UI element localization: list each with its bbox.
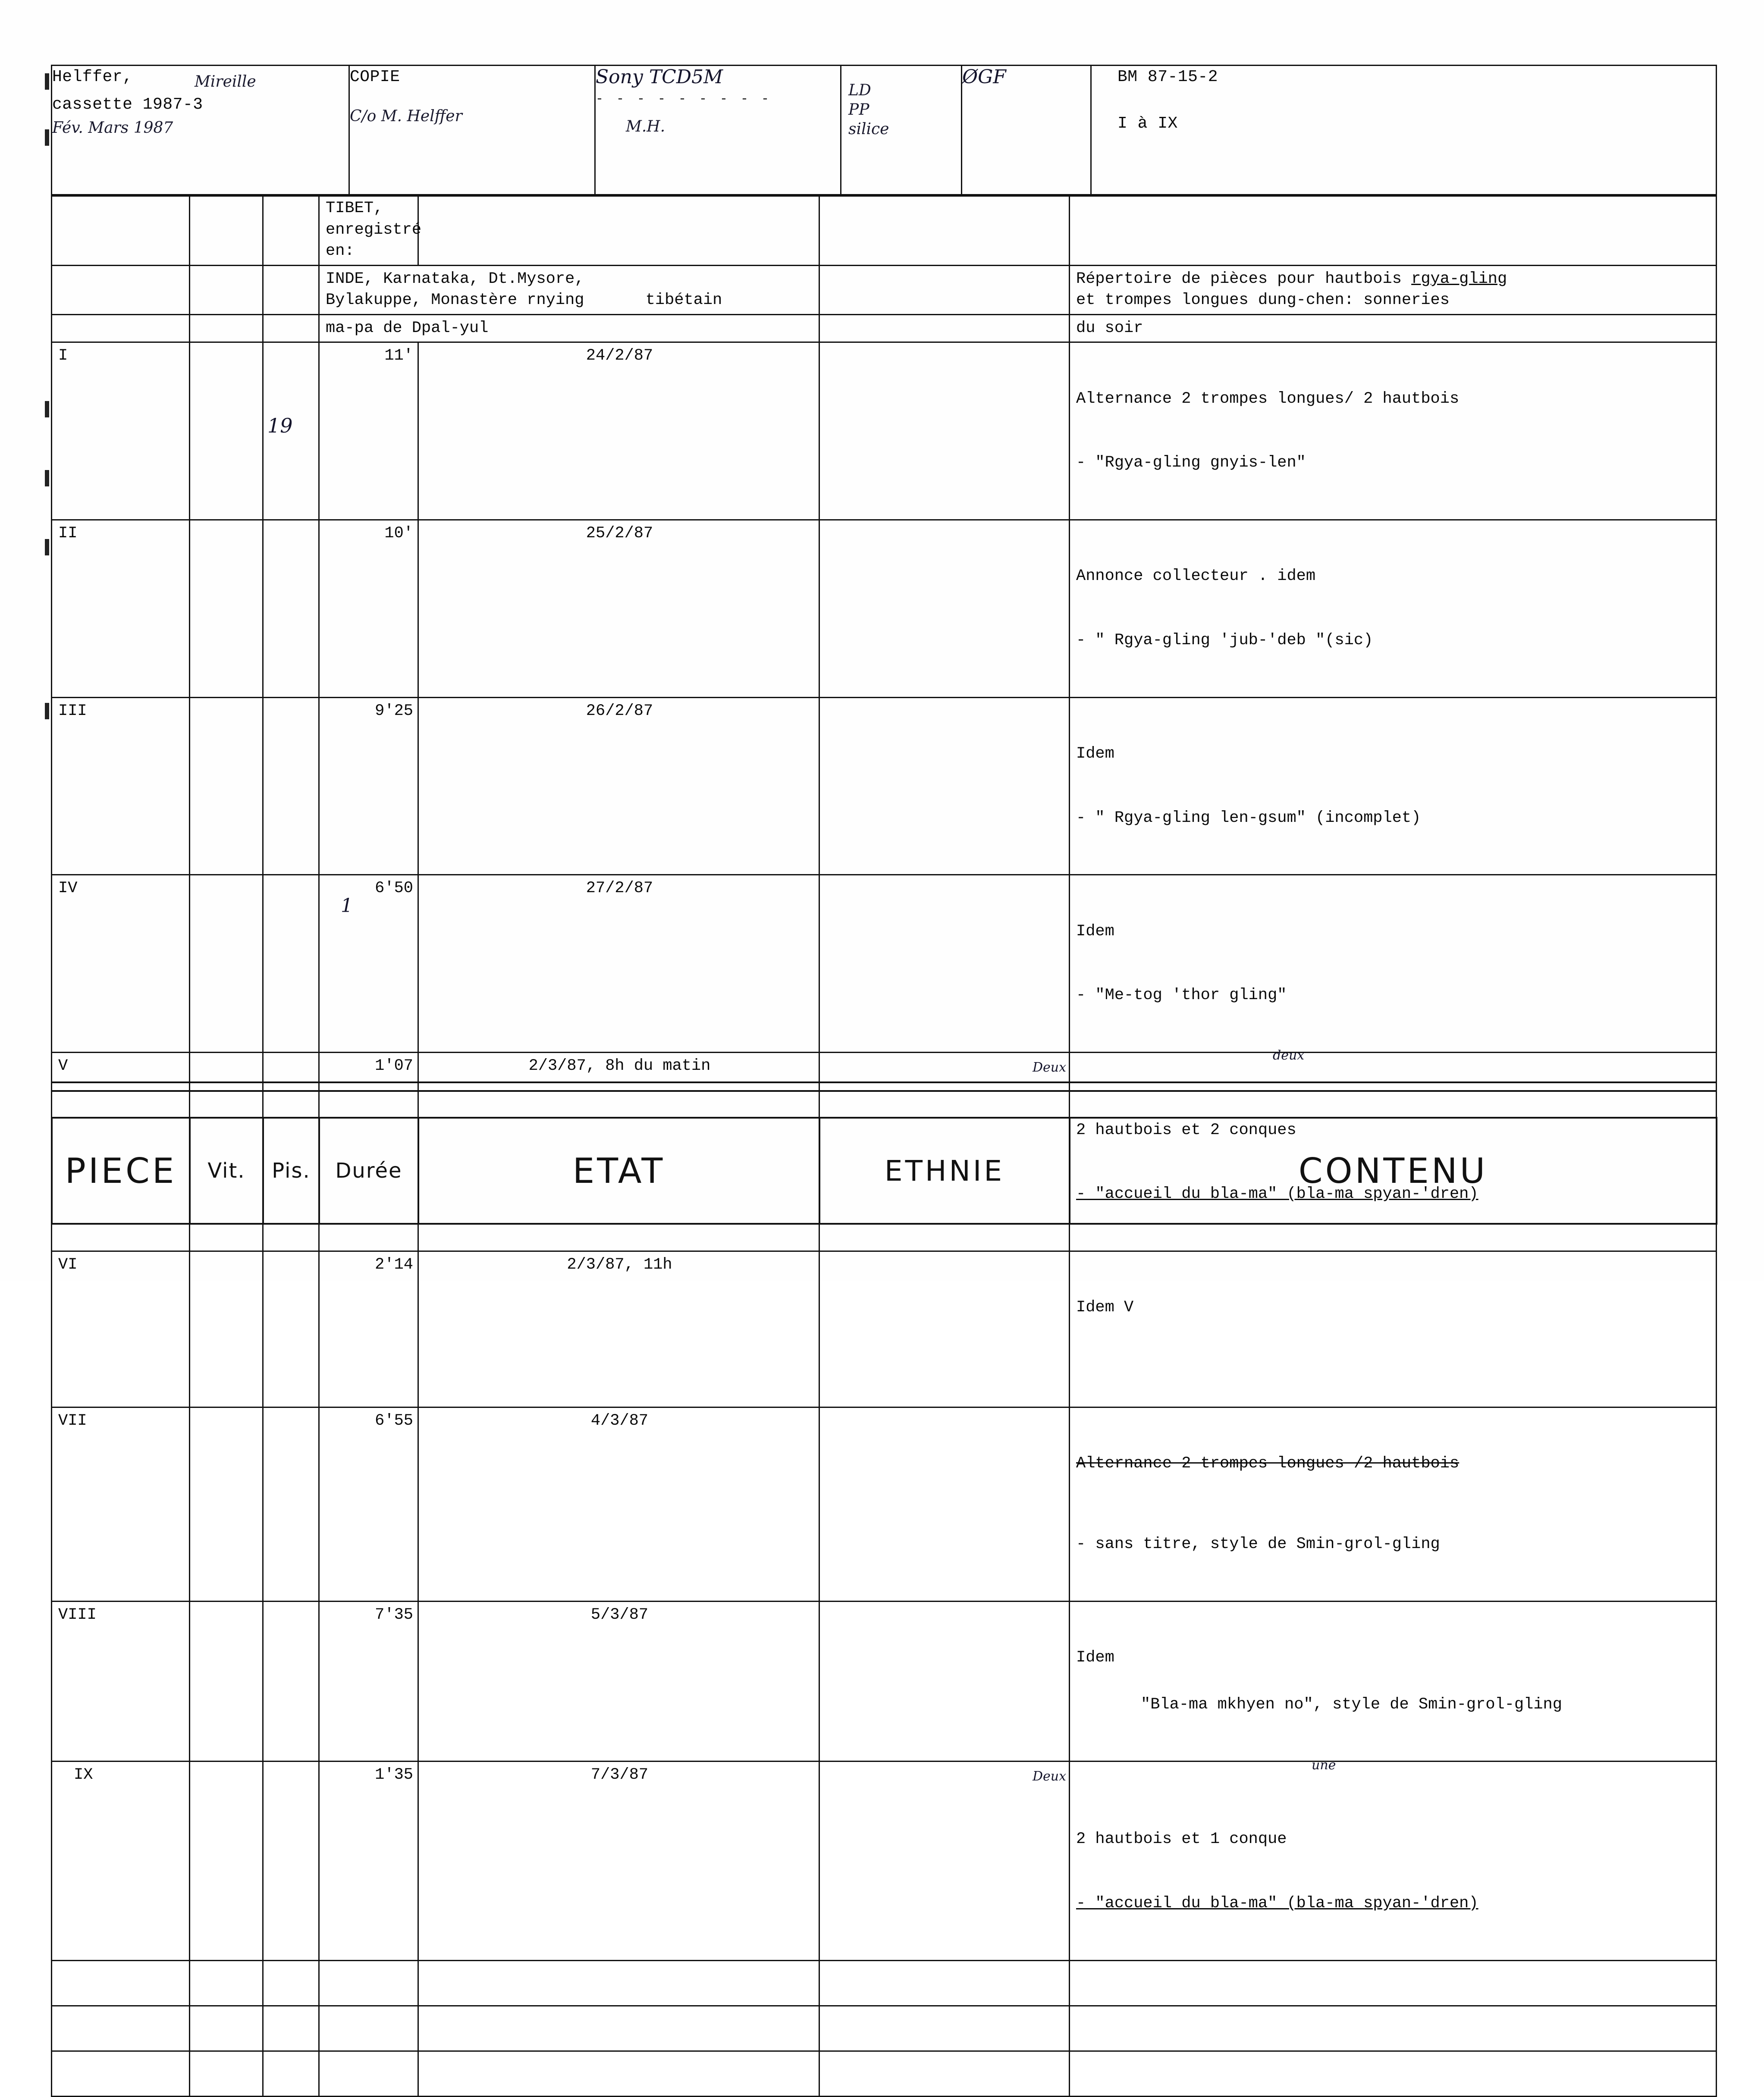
spine-mark: [45, 539, 49, 555]
row-etat: 24/2/87: [418, 342, 819, 520]
desc-ethnie-word: tibétain: [645, 291, 722, 310]
row-etat: 2/3/87, 11h: [418, 1251, 819, 1407]
cell-empty: [190, 314, 263, 342]
row-contenu-line1: Idem: [1076, 744, 1114, 763]
row-vit: [190, 1407, 263, 1602]
spine-mark: [45, 73, 49, 90]
copie-holder-hand: C/o M. Helffer: [350, 107, 462, 125]
row-pis: [263, 1251, 319, 1407]
legend-contenu: CONTENU: [1070, 1118, 1717, 1224]
cell-empty: [819, 314, 1070, 342]
header-reference-cell: [1091, 66, 1717, 196]
desc-cell-3: [319, 314, 819, 342]
row-duree: 1'07: [319, 1052, 418, 1251]
cell-empty: [190, 265, 263, 314]
row-duree: 7'35: [319, 1601, 418, 1762]
content-line-3: du soir: [1076, 319, 1143, 337]
row-piece: IX: [52, 1762, 190, 1960]
header-ogf-cell: [962, 66, 1091, 196]
dashed-rule: - - - - - - - - -: [596, 92, 772, 107]
legend-etat: ETAT: [418, 1118, 819, 1224]
row-piece: VII: [52, 1407, 190, 1602]
desc-cell-2: [319, 265, 819, 314]
row-contenu: [1070, 1251, 1717, 1407]
row-contenu-line1: 2 hautbois et 2 conques: [1076, 1121, 1296, 1139]
row-etat: 5/3/87: [418, 1601, 819, 1762]
row-etat: 4/3/87: [418, 1407, 819, 1602]
collector-name: Helffer,: [52, 68, 133, 86]
table-row: [52, 1407, 1717, 1602]
operator-initials-hand: M.H.: [626, 118, 665, 136]
content-desc-cell-3: [1070, 314, 1717, 342]
row-hand-superscript: deux: [1273, 1047, 1305, 1063]
row-piece: VIII: [52, 1601, 190, 1762]
row-vit: [190, 1251, 263, 1407]
row-ethnie: [819, 1960, 1070, 2006]
row-piece: VI: [52, 1251, 190, 1407]
row-contenu: [1070, 1758, 1717, 1960]
row-contenu-line2: - " Rgya-gling 'jub-'deb "(sic): [1076, 631, 1373, 649]
row-duree: 6'50: [319, 875, 418, 1053]
header-collector-cell: [52, 66, 349, 196]
row-pis: [263, 697, 319, 875]
legend-ethnie: ETHNIE: [819, 1118, 1070, 1224]
row-contenu: [1070, 697, 1717, 875]
desc-line-1: TIBET, enregistré en:: [326, 199, 422, 260]
row-piece: [52, 2051, 190, 2096]
row-ethnie: [819, 697, 1070, 875]
row-duree: 10': [319, 520, 418, 698]
row-piece: I: [52, 342, 190, 520]
table-row: [52, 342, 1717, 520]
row-ethnie: [819, 520, 1070, 698]
row-piece: II: [52, 520, 190, 698]
desc-cell-1: [319, 195, 422, 266]
legend-vitesse: Vit.: [190, 1118, 263, 1224]
desc-line-2: INDE, Karnataka, Dt.Mysore,: [326, 270, 584, 288]
reference-number: BM 87-15-2: [1117, 68, 1218, 86]
cell-empty: [52, 314, 190, 342]
support-line-1: LD: [848, 81, 871, 99]
row-contenu-line1: Annonce collecteur . idem: [1076, 567, 1316, 586]
legend-piece: PIECE: [52, 1118, 190, 1224]
row-vit: [190, 2006, 263, 2051]
collector-firstname-hand: Mireille: [195, 73, 256, 91]
row-contenu-line2: - "Me-tog 'thor gling": [1076, 986, 1287, 1005]
spine-mark: [45, 401, 49, 417]
content-line-1a: Répertoire de pièces pour hautbois: [1076, 270, 1412, 288]
row-hand-superscript: une: [1312, 1758, 1336, 1773]
header-table: [51, 65, 1717, 197]
row-ethnie: [819, 1762, 1070, 1960]
header-machine-cell: [595, 66, 841, 196]
header-support-cell: [841, 66, 962, 196]
row-contenu: [1070, 342, 1717, 520]
cell-empty: [263, 195, 319, 266]
table-row: [52, 697, 1717, 875]
header-copie-cell: [349, 66, 595, 196]
cell-empty: [418, 195, 819, 266]
row-pis: [263, 1407, 319, 1602]
row-etat: 26/2/87: [418, 697, 819, 875]
copie-label: COPIE: [350, 68, 400, 86]
row-vit: [190, 697, 263, 875]
spine-mark: [45, 129, 49, 146]
row-contenu-line1: Alternance 2 trompes longues/ 2 hautbois: [1076, 389, 1460, 408]
cell-empty: [819, 265, 1070, 314]
spine-mark: [45, 703, 49, 719]
row-contenu-line1: Idem: [1076, 1649, 1114, 1667]
row-duree: 9'25: [319, 697, 418, 875]
cell-empty: [263, 314, 319, 342]
row-etat: 27/2/87: [418, 875, 819, 1053]
row-hand-note: Deux: [1032, 1059, 1066, 1075]
recording-dates-hand: Fév. Mars 1987: [52, 119, 173, 137]
row-contenu-line2: "Bla-ma mkhyen no", style de Smin-grol-gling: [1141, 1695, 1562, 1714]
table-row: [52, 1601, 1717, 1762]
row-ethnie: [819, 342, 1070, 520]
row-etat: 25/2/87: [418, 520, 819, 698]
row-contenu-line2: - "Rgya-gling gnyis-len": [1076, 454, 1306, 472]
row-contenu: [1070, 520, 1717, 698]
separator-rule-bottom: [51, 1090, 1716, 1092]
cell-empty: [52, 265, 190, 314]
row-vit: [190, 875, 263, 1053]
row-pis: [263, 1762, 319, 1960]
pieces-range: I à IX: [1117, 114, 1178, 133]
row-vit: [190, 342, 263, 520]
content-line-1-underlined: rgya-gling: [1411, 270, 1507, 288]
table-row: [52, 520, 1717, 698]
row-duree: [319, 2006, 418, 2051]
row-contenu-line2: - "accueil du bla-ma" (bla-ma spyan-'dren): [1076, 1185, 1478, 1204]
row-etat: 7/3/87: [418, 1762, 819, 1960]
row-contenu: [1070, 2006, 1717, 2051]
row-duree: 11': [319, 342, 418, 520]
row-duree: 2'14: [319, 1251, 418, 1407]
table-row: [52, 1762, 1717, 1960]
row-duree: 6'55: [319, 1407, 418, 1602]
row-vit: [190, 520, 263, 698]
cassette-id: cassette 1987-3: [52, 95, 203, 114]
row-contenu: [1070, 1601, 1717, 1762]
row-pis: [263, 1960, 319, 2006]
row-vit: [190, 1762, 263, 1960]
table-row: [52, 1251, 1717, 1407]
row-etat: 2/3/87, 8h du matin: [418, 1052, 819, 1251]
row-contenu: [1070, 2051, 1717, 2096]
table-row: [52, 2006, 1717, 2051]
cell-empty: [819, 195, 1070, 266]
row-contenu-line2: - " Rgya-gling len-gsum" (incomplet): [1076, 809, 1421, 827]
row-duree: 1'35: [319, 1762, 418, 1960]
piece-ix-duration-hand-annotation: 1: [341, 895, 353, 917]
row-pis: [263, 2051, 319, 2096]
description-row-3: [52, 314, 1717, 342]
row-duree: [319, 1960, 418, 2006]
desc-line-4: ma-pa de Dpal-yul: [326, 319, 489, 337]
piece-i-hand-annotation: 19: [267, 414, 293, 437]
column-legend-table: [51, 1117, 1717, 1225]
cell-empty: [263, 265, 319, 314]
row-piece: [52, 2006, 190, 2051]
row-contenu: [1070, 1960, 1717, 2006]
separator-rule-top: [51, 1081, 1716, 1083]
row-etat: [418, 2051, 819, 2096]
support-line-2: PP: [848, 101, 869, 119]
row-contenu-line1: Idem V: [1076, 1298, 1134, 1317]
description-row-1: [52, 195, 1717, 266]
desc-line-3: Bylakuppe, Monastère rnying: [326, 291, 584, 310]
row-contenu: [1070, 875, 1717, 1053]
row-ethnie: [819, 2051, 1070, 2096]
row-contenu-line1: 2 hautbois et 1 conque: [1076, 1830, 1287, 1849]
row-etat: [418, 1960, 819, 2006]
legend-duree: Durée: [319, 1118, 418, 1224]
row-contenu-line2: - sans titre, style de Smin-grol-gling: [1076, 1535, 1440, 1554]
support-line-3: silice: [848, 120, 889, 138]
row-piece: III: [52, 697, 190, 875]
recorder-model-hand: Sony TCD5M: [596, 66, 723, 88]
content-desc-cell: [1070, 265, 1717, 314]
row-ethnie: [819, 1407, 1070, 1602]
content-line-2: et trompes longues dung-chen: sonneries: [1076, 291, 1450, 310]
row-piece: V: [52, 1052, 190, 1251]
cell-empty: [190, 195, 263, 266]
row-ethnie: [819, 2006, 1070, 2051]
legend-piste: Pis.: [263, 1118, 319, 1224]
row-duree: [319, 2051, 418, 2096]
table-row: [52, 1960, 1717, 2006]
cell-empty: [52, 195, 190, 266]
row-contenu: [1070, 1407, 1717, 1602]
row-vit: [190, 2051, 263, 2096]
row-ethnie: [819, 1251, 1070, 1407]
row-pis: [263, 2006, 319, 2051]
row-vit: [190, 1960, 263, 2006]
description-row-2: [52, 265, 1717, 314]
row-vit: [190, 1601, 263, 1762]
row-pis: [263, 875, 319, 1053]
content-header-cell: [1070, 195, 1717, 266]
row-pis: [263, 1601, 319, 1762]
row-ethnie: [819, 875, 1070, 1053]
row-pis: [263, 520, 319, 698]
table-row: [52, 875, 1717, 1053]
row-contenu-line1: Alternance 2 trompes longues /2 hautbois: [1076, 1454, 1460, 1473]
row-etat: [418, 2006, 819, 2051]
spine-mark: [45, 470, 49, 486]
row-pis: [263, 342, 319, 520]
row-contenu-line1: Idem: [1076, 922, 1114, 940]
ogf-mark-hand: ØGF: [962, 66, 1006, 88]
row-hand-note: Deux: [1032, 1769, 1066, 1784]
row-piece: IV: [52, 875, 190, 1053]
row-piece: [52, 1960, 190, 2006]
row-ethnie: [819, 1601, 1070, 1762]
row-contenu-line2: - "accueil du bla-ma" (bla-ma spyan-'dren): [1076, 1894, 1478, 1912]
table-row: [52, 2051, 1717, 2096]
